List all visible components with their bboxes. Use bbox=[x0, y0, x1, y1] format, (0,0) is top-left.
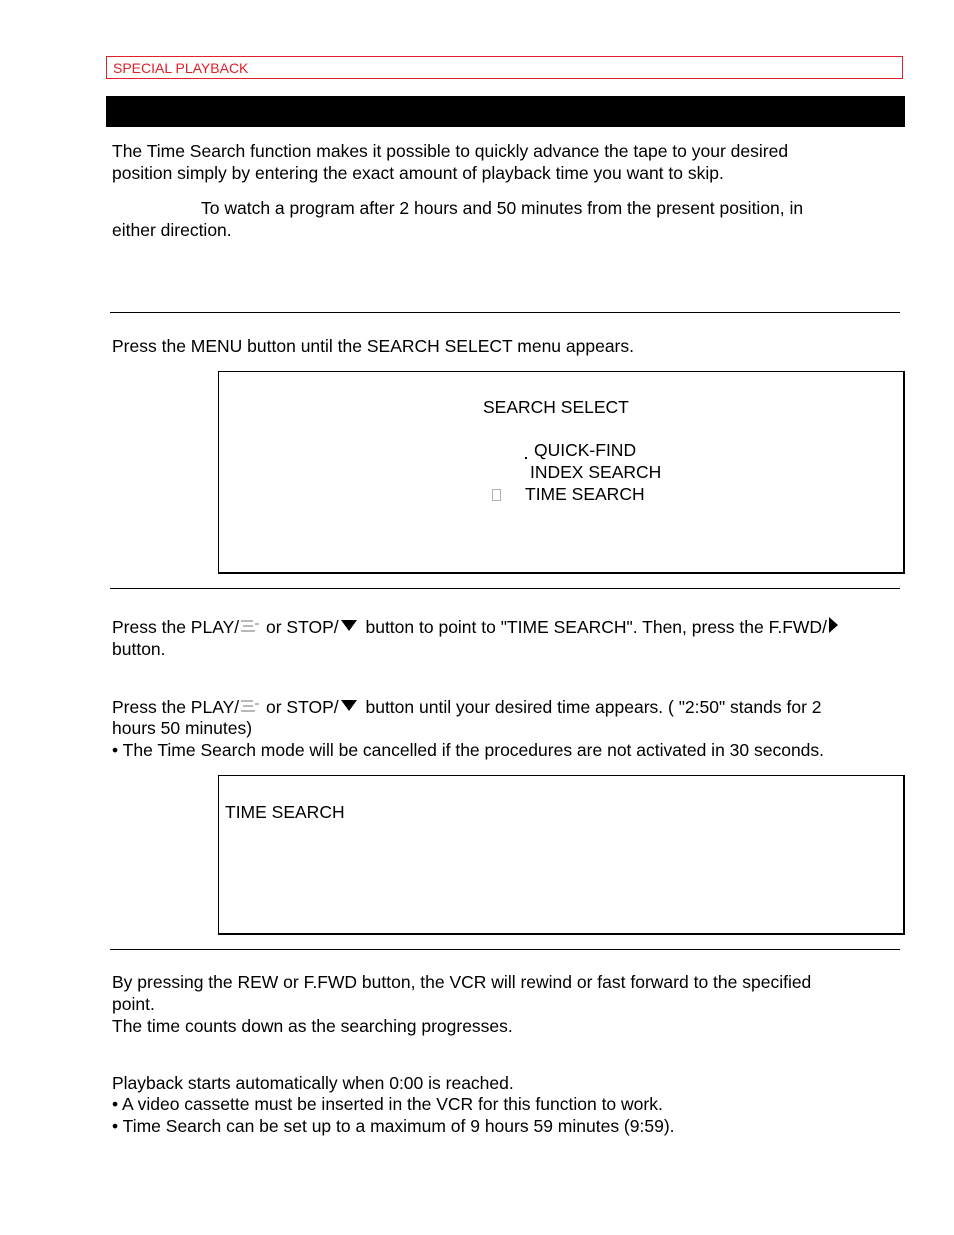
example-line-2: either direction. bbox=[112, 220, 232, 240]
play-up-arrow-icon bbox=[239, 697, 261, 715]
intro-line-2: position simply by entering the exact amount of playback time you want to skip. bbox=[112, 163, 724, 183]
intro-line-1: The Time Search function makes it possible to quickly advance the tape to your desired bbox=[112, 141, 789, 161]
time-search-screen bbox=[218, 775, 905, 935]
step3-line-1 bbox=[112, 696, 822, 718]
step2-line-1 bbox=[112, 616, 838, 638]
section-header-box bbox=[106, 56, 903, 79]
menu-item-index-search: INDEX SEARCH bbox=[530, 462, 662, 482]
step3-text-b: or STOP/ bbox=[265, 697, 339, 717]
ffwd-right-triangle-icon bbox=[829, 617, 838, 633]
divider-2 bbox=[110, 588, 900, 589]
step5-note-2: • Time Search can be set up to a maximum of 9 hours 59 minutes (9:59). bbox=[112, 1116, 675, 1136]
example-line-1: To watch a program after 2 hours and 50 minutes from the present position, in bbox=[201, 198, 804, 218]
step4-line-2: point. bbox=[112, 994, 155, 1014]
step3-text-a: Press the PLAY/ bbox=[112, 697, 240, 717]
step4-line-1: By pressing the REW or F.FWD button, the VCR will rewind or fast forward to the specified bbox=[112, 972, 812, 992]
step2-text-c: button to point to "TIME SEARCH". Then, press the F.FWD/ bbox=[365, 617, 827, 637]
dot-mark bbox=[525, 457, 527, 459]
step3-line-2: hours 50 minutes) bbox=[112, 718, 253, 738]
search-select-screen bbox=[218, 371, 905, 574]
step4-line-3: The time counts down as the searching progresses. bbox=[112, 1016, 513, 1036]
divider-1 bbox=[110, 312, 900, 313]
step2-text-a: Press the PLAY/ bbox=[112, 617, 240, 637]
step1-text: Press the MENU button until the SEARCH SELECT menu appears. bbox=[112, 336, 635, 356]
stop-down-triangle-icon bbox=[341, 700, 357, 711]
step5-note-1: • A video cassette must be inserted in the VCR for this function to work. bbox=[112, 1094, 663, 1114]
stop-down-triangle-icon bbox=[341, 620, 357, 631]
step2-line-2: button. bbox=[112, 639, 166, 659]
step5-line-1: Playback starts automatically when 0:00 is reached. bbox=[112, 1073, 514, 1093]
step3-text-c: button until your desired time appears. ( "2:50" stands for 2 bbox=[365, 697, 822, 717]
title-bar bbox=[106, 96, 905, 127]
cursor-box-icon bbox=[492, 488, 501, 506]
play-up-arrow-icon bbox=[239, 617, 261, 635]
menu-item-time-search: TIME SEARCH bbox=[525, 484, 645, 504]
divider-3 bbox=[110, 949, 900, 950]
time-screen-title: TIME SEARCH bbox=[225, 802, 345, 822]
menu-item-quick-find: QUICK-FIND bbox=[534, 440, 637, 460]
step3-note: • The Time Search mode will be cancelled if the procedures are not activated in 30 seconds. bbox=[112, 740, 825, 760]
section-label: SPECIAL PLAYBACK bbox=[113, 60, 249, 76]
step2-text-b: or STOP/ bbox=[265, 617, 339, 637]
menu-title: SEARCH SELECT bbox=[483, 397, 629, 417]
